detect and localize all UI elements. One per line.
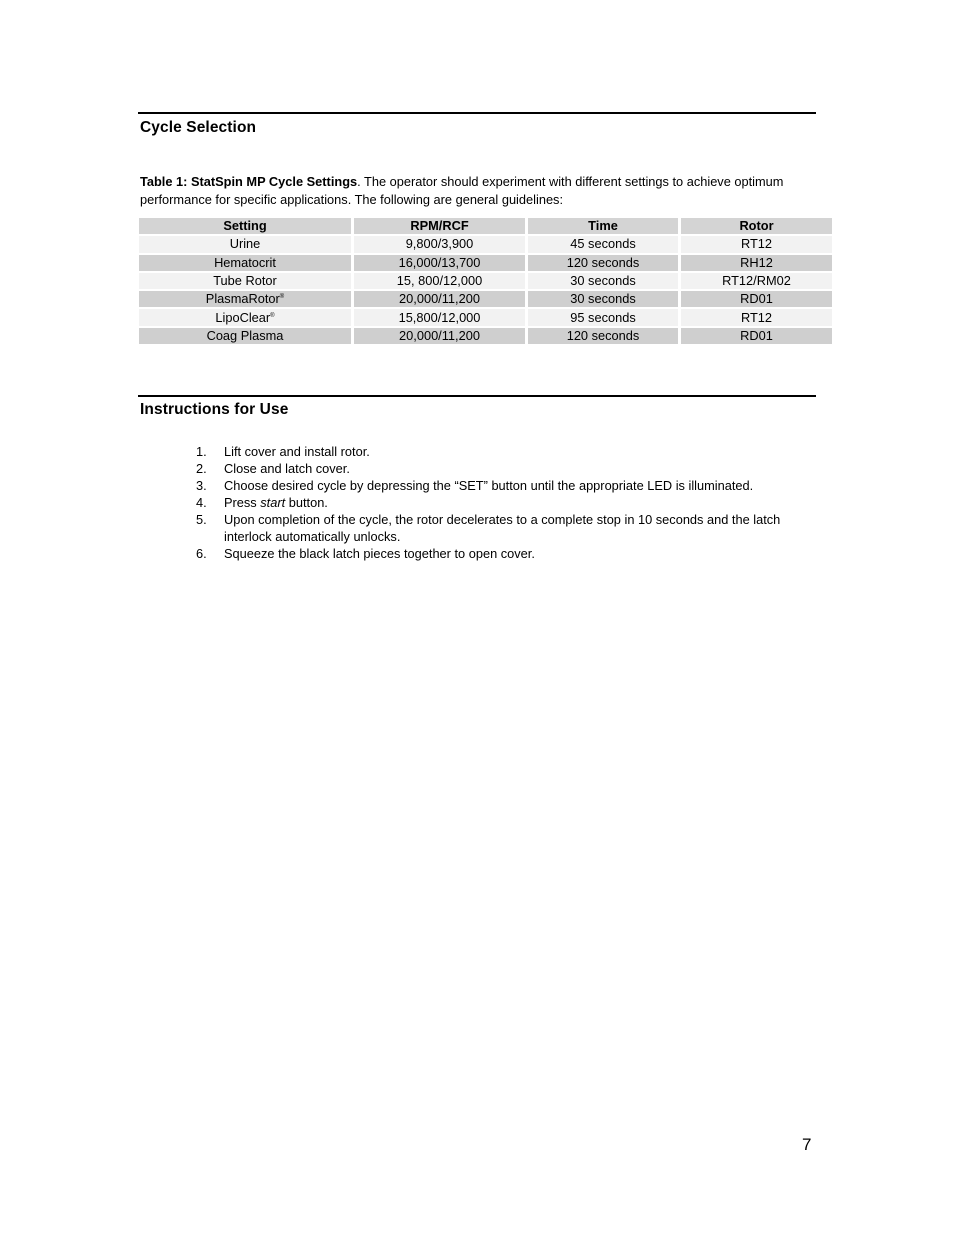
cell-rpm-rcf: 15, 800/12,000 [354,273,525,289]
cycle-settings-table [136,216,835,346]
header-rpm-rcf: RPM/RCF [354,218,525,234]
table-caption-text: . The operator should experiment with different settings to achieve optimum performance for specific applications. The following are general guidelines: [140,174,784,207]
header-time: Time [528,218,678,234]
registered-mark: ® [270,312,275,319]
section-divider-instructions [138,395,816,397]
cell-rotor: RH12 [681,255,832,271]
step-text: Lift cover and install rotor. [224,444,370,459]
instructions-list [196,443,816,562]
cell-rpm-rcf: 9,800/3,900 [354,236,525,252]
list-item [196,460,816,477]
step-text: Choose desired cycle by depressing the “SET” button until the appropriate LED is illuminated. [224,478,754,493]
step-text-emphasis: start [260,495,286,510]
cell-setting: Urine [139,236,351,252]
cell-rpm-rcf: 20,000/11,200 [354,291,525,307]
table-row [139,291,832,307]
step-number: 3. [196,478,207,493]
cell-setting: Coag Plasma [139,328,351,344]
table-row [139,255,832,271]
cell-rpm-rcf: 16,000/13,700 [354,255,525,271]
step-text: Squeeze the black latch pieces together to open cover. [224,546,535,561]
registered-mark: ® [279,294,285,301]
list-item [196,511,816,545]
cell-rpm-rcf: 15,800/12,000 [354,309,525,325]
page-number: 7 [802,1135,812,1154]
table-row [139,328,832,344]
cell-setting: LipoClear® [139,309,351,325]
cell-rotor: RD01 [681,291,832,307]
table-row [139,273,832,289]
step-number: 6. [196,546,207,561]
list-item [196,443,816,460]
step-number: 4. [196,495,207,510]
cell-rotor: RT12 [681,236,832,252]
cell-rotor: RT12 [681,309,832,325]
cell-time: 45 seconds [528,236,678,252]
cell-rotor: RD01 [681,328,832,344]
step-number: 2. [196,461,207,476]
section-title-instructions: Instructions for Use [140,401,289,418]
cell-time: 30 seconds [528,273,678,289]
table-row [139,309,832,325]
table-row [139,236,832,252]
list-item [196,545,816,562]
table-caption-label: Table 1: StatSpin MP Cycle Settings [140,174,358,189]
list-item [196,477,816,494]
cell-time: 30 seconds [528,291,678,307]
list-item [196,494,816,511]
section-title-cycle-selection: Cycle Selection [140,119,257,136]
cell-setting: PlasmaRotor® [139,291,351,307]
step-number: 5. [196,512,207,527]
cell-time: 95 seconds [528,309,678,325]
section-divider-cycle-selection [138,112,816,114]
step-text-pre: Press [224,495,261,510]
table-caption [140,173,820,209]
step-text: Upon completion of the cycle, the rotor decelerates to a complete stop in 10 seconds and the latch interlock automatically unlocks. [224,512,781,544]
step-number: 1. [196,444,207,459]
cell-rpm-rcf: 20,000/11,200 [354,328,525,344]
cell-setting: Tube Rotor [139,273,351,289]
step-text-post: button. [285,495,328,510]
header-rotor: Rotor [681,218,832,234]
table-header-row [139,218,832,234]
step-text: Close and latch cover. [224,461,350,476]
cell-time: 120 seconds [528,255,678,271]
cell-time: 120 seconds [528,328,678,344]
cell-setting: Hematocrit [139,255,351,271]
cell-rotor: RT12/RM02 [681,273,832,289]
header-setting: Setting [139,218,351,234]
